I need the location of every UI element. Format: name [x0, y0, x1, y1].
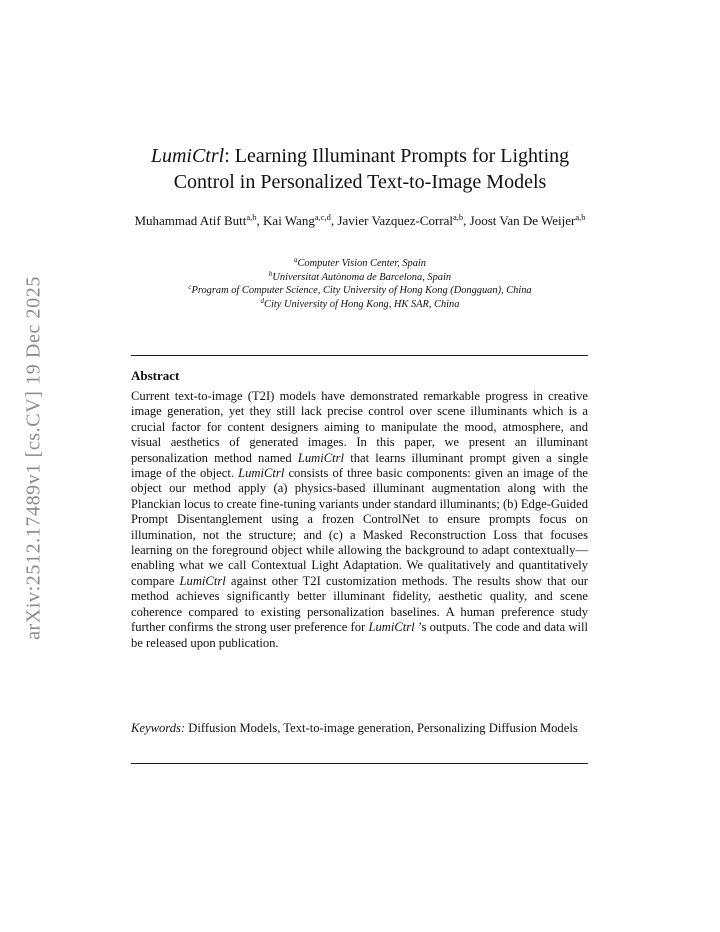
author-name: Kai Wang: [263, 213, 315, 228]
affiliation-text: City University of Hong Kong, HK SAR, China: [264, 298, 460, 310]
affiliation-line: [100, 298, 620, 312]
method-name: LumiCtrl: [238, 466, 285, 481]
abstract-text: Current text-to-image (T2I) models have demonstrated remarkable progress in creative image generation, yet they still lack precise control over scene illuminants which is a crucial factor for content designers aiming to manipulate the mood, atmosphere, and visual aesthetics of generated images. In this paper, we present an illuminant personalization method named: [131, 389, 588, 465]
paper-title: [110, 143, 610, 195]
author-affiliation-mark: a,c,d: [314, 212, 331, 222]
author-separator: ,: [330, 213, 338, 228]
affiliation-mark: a: [293, 256, 298, 264]
author-name: Muhammad Atif Butt: [134, 213, 247, 228]
title-line2: Control in Personalized Text-to-Image Models: [173, 171, 547, 193]
author-list: [130, 212, 590, 229]
arxiv-stamp: arXiv:2512.17489v1 [cs.CV] 19 Dec 2025: [22, 276, 45, 640]
affiliation-text: Computer Vision Center, Spain: [297, 258, 427, 269]
keywords-label: Keywords:: [131, 721, 186, 735]
abstract-body: [131, 389, 588, 651]
abstract-text: against other T2I customization methods. The results show that our method achieves significantly better illuminant fidelity, aesthetic quality, and scene coherence compared to existing personalization baselines. A human preference study further confirms the strong user preference for: [131, 573, 588, 635]
abstract-heading: Abstract: [131, 368, 180, 383]
affiliation-line: [100, 284, 620, 298]
title-line1-rest: : Learning Illuminant Prompts for Lighting: [224, 145, 570, 167]
affiliation-list: [100, 257, 620, 311]
author-affiliation-mark: a,b: [453, 212, 464, 222]
affiliation-mark: c: [188, 283, 192, 292]
title-method-name: LumiCtrl: [150, 145, 225, 167]
abstract-text: that learns illuminant prompt given a single image of the object.: [131, 450, 588, 481]
abstract-top-rule: [131, 355, 588, 356]
author-affiliation-mark: a,b: [575, 212, 586, 222]
affiliation-text: Program of Computer Science, City University of Hong Kong (Dongguan), China: [191, 285, 532, 297]
method-name: LumiCtrl: [368, 620, 415, 635]
author-name: Javier Vazquez-Corral: [337, 213, 454, 228]
affiliation-line: [100, 257, 620, 271]
affiliation-line: [100, 271, 620, 285]
method-name: LumiCtrl: [179, 573, 226, 588]
author-name: Joost Van De Weijer: [469, 213, 576, 228]
abstract-bottom-rule: [131, 763, 588, 764]
affiliation-mark: d: [260, 296, 265, 305]
author-affiliation-mark: a,b: [246, 212, 257, 222]
keywords: [131, 721, 588, 736]
affiliation-mark: b: [268, 269, 273, 278]
abstract-text: ’s outputs. The code and data will be released upon publication.: [131, 620, 588, 650]
author-separator: ,: [256, 213, 264, 228]
abstract-text: consists of three basic components: given an image of the object our method apply (a) physics-based illuminant augmentation along with the Planckian locus to create fine-tuning variants under standard illuminants; (b) Edge-Guided Prompt Disentanglement using a frozen ControlNet to ensure prompts focus on illumination, not the structure; and (c) a Masked Reconstruction Loss that focuses learning on the foreground object while allowing the background to adapt contextually—enabling what we call Contextual Light Adaptation. We qualitatively and quantitatively compare: [131, 466, 588, 588]
method-name: LumiCtrl: [297, 450, 345, 465]
affiliation-text: Universitat Autònoma de Barcelona, Spain: [272, 271, 452, 283]
keywords-text: Diffusion Models, Text-to-image generation, Personalizing Diffusion Models: [185, 721, 578, 735]
author-separator: ,: [463, 213, 470, 228]
